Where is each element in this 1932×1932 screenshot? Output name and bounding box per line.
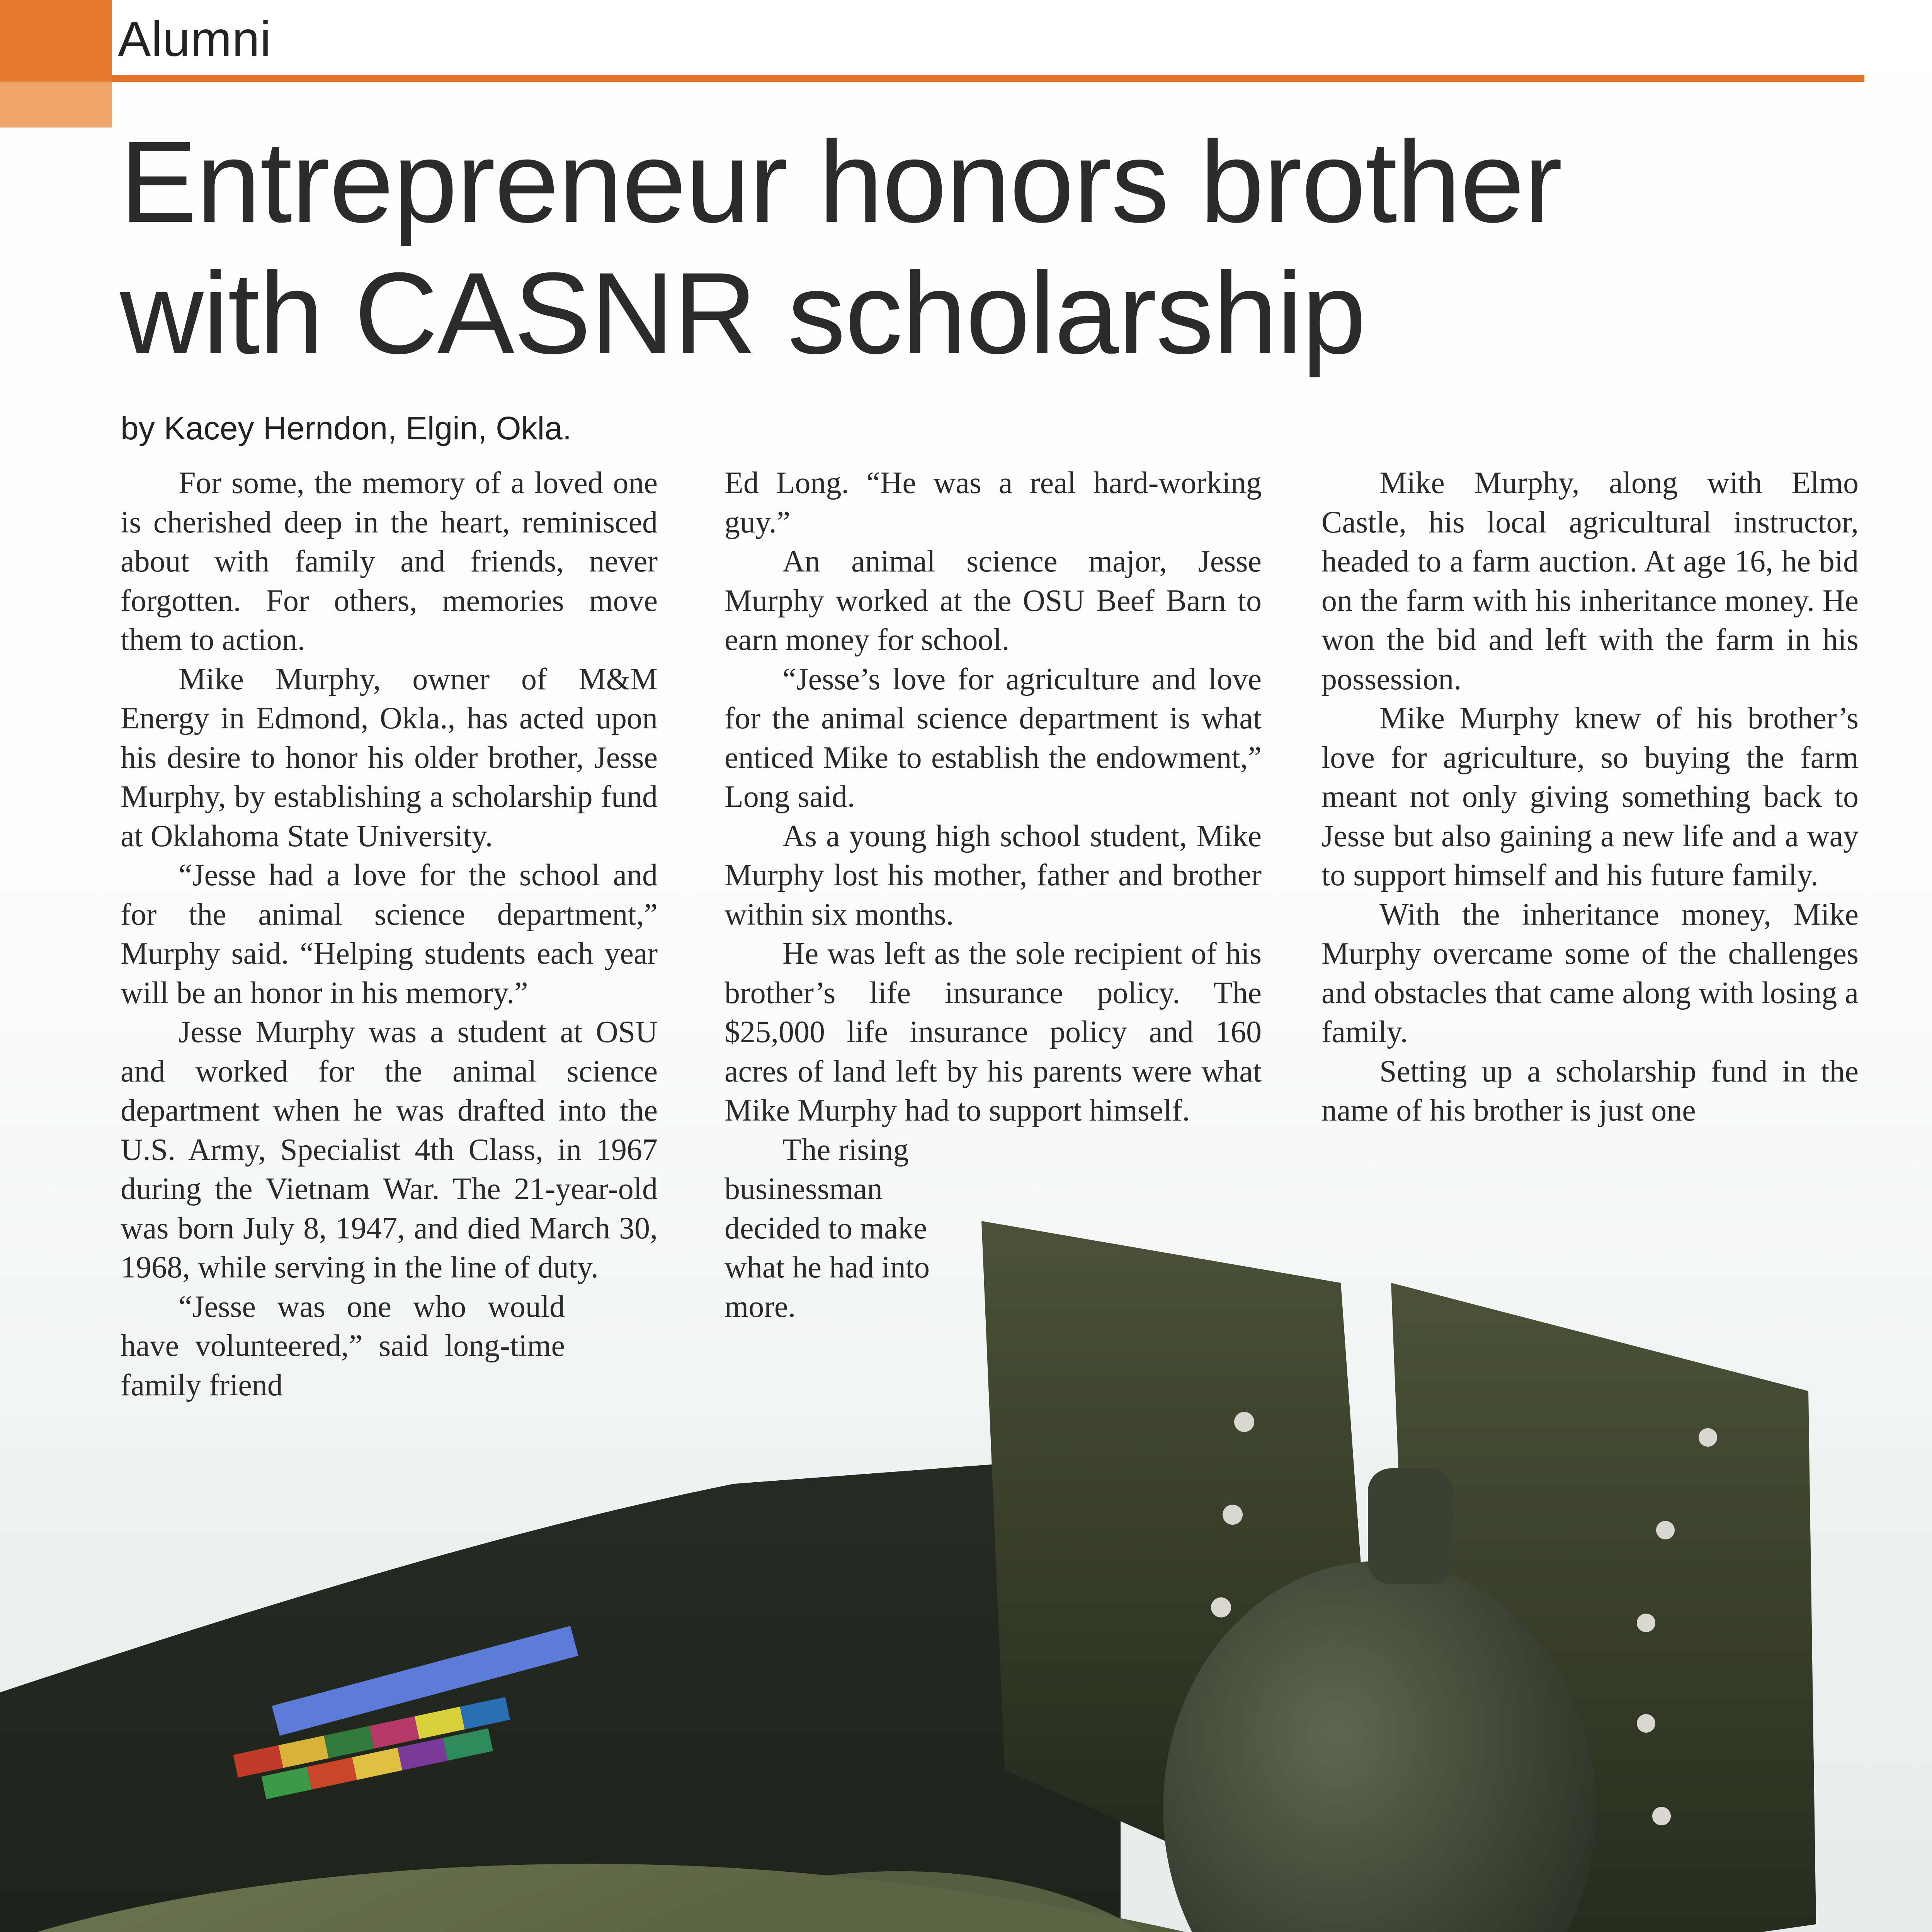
col1-paragraph-2: Mike Murphy, owner of M&M Energy in Edmond, Okla., has acted upon his desire to honor his older brother, Jesse Murphy, by establishing a scholarship fund at Oklahoma State University. bbox=[121, 662, 658, 853]
col2-paragraph-4: As a young high school student, Mike Murphy lost his mother, father and brother within six months. bbox=[724, 819, 1262, 932]
column-1 bbox=[121, 464, 658, 1405]
col2-paragraph-5: He was left as the sole recipient of his brother’s life insurance policy. The $25,000 life insurance policy and 160 acres of land left by his parents were what Mike Murphy had to support himself. bbox=[724, 937, 1262, 1128]
jacket-shape bbox=[0, 1461, 1121, 1932]
section-label: Alumni bbox=[118, 12, 272, 67]
section-tab bbox=[0, 0, 112, 128]
col3-paragraph-3: With the inheritance money, Mike Murphy overcame some of the challenges and obstacles that came along with losing a family. bbox=[1321, 897, 1859, 1049]
col3-paragraph-2: Mike Murphy knew of his brother’s love for agriculture, so buying the farm meant not only giving something back to Jesse but also gaining a new life and a way to support himself and his future family. bbox=[1321, 701, 1859, 892]
col1-paragraph-1: For some, the memory of a loved one is cherished deep in the heart, reminisced about with family and friends, never forgotten. For others, memories move them to action. bbox=[121, 466, 658, 657]
col1-paragraph-5: “Jesse was one who would have volunteered,” said long-time family friend bbox=[121, 1289, 565, 1402]
col1-paragraph-4: Jesse Murphy was a student at OSU and worked for the animal science department when he was drafted into the U.S. Army, Specialist 4th Class, in 1967 during the Vietnam War. The 21-year-old was born July 8, 1947, and died March 30, 1968, while serving in the line of duty. bbox=[121, 1015, 658, 1284]
article-title bbox=[120, 116, 1820, 379]
column-3 bbox=[1321, 464, 1859, 1131]
byline: by Kacey Herndon, Elgin, Okla. bbox=[121, 410, 572, 446]
header-rule bbox=[112, 75, 1864, 82]
col2-paragraph-3: “Jesse’s love for agriculture and love for the animal science department is what enticed Mike to establish the endowment,” Long said. bbox=[724, 662, 1262, 814]
title-line-2: with CASNR scholarship bbox=[120, 248, 1366, 378]
title-line-1: Entrepreneur honors brother bbox=[120, 117, 1562, 247]
col2-paragraph-2: An animal science major, Jesse Murphy worked at the OSU Beef Barn to earn money for school. bbox=[724, 544, 1262, 657]
col3-paragraph-1: Mike Murphy, along with Elmo Castle, his local agricultural instructor, headed to a farm auction. At age 16, he bid on the farm with his inheritance money. He won the bid and left with the farm in his possession. bbox=[1321, 466, 1859, 696]
column-2 bbox=[724, 464, 1262, 1327]
col2-paragraph-6: The rising businessman decided to make what he had into more. bbox=[724, 1133, 930, 1324]
col3-paragraph-4: Setting up a scholarship fund in the name of his brother is just one bbox=[1321, 1054, 1859, 1128]
col1-paragraph-3: “Jesse had a love for the school and for the animal science department,” Murphy said. “Helping students each year will be an honor in his memory.” bbox=[121, 858, 658, 1010]
col2-paragraph-1: Ed Long. “He was a real hard-working guy.” bbox=[724, 466, 1262, 539]
